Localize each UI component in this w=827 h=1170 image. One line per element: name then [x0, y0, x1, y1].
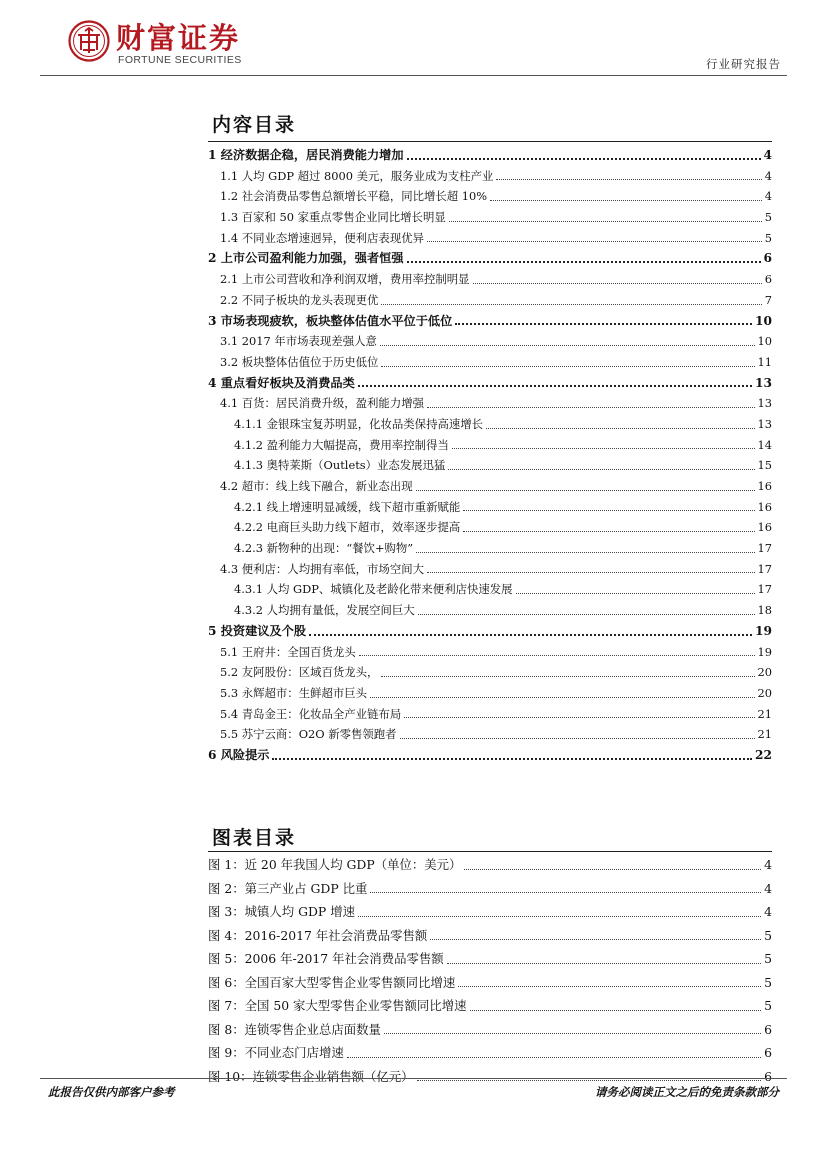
- toc-entry-label: 4.3.2 人均拥有量低，发展空间巨大: [234, 603, 415, 618]
- dot-leader: [448, 469, 754, 470]
- figure-entry[interactable]: [208, 994, 772, 1018]
- toc-entry-page: 5: [764, 210, 772, 225]
- page-header: [0, 0, 827, 75]
- toc-entry-page: 13: [757, 396, 772, 411]
- figure-entry-page: 5: [764, 951, 772, 966]
- figure-entry[interactable]: [208, 924, 772, 948]
- toc-entry[interactable]: [208, 704, 772, 725]
- dot-leader: [470, 1010, 762, 1011]
- toc-entry-label: 5.2 友阿股份：区域百货龙头，: [220, 665, 379, 680]
- toc-entry-label: 4.2 超市：线上线下融合，新业态出现: [220, 479, 413, 493]
- toc-entry-page: 6: [764, 272, 772, 287]
- contents-title: 内容目录: [212, 114, 297, 136]
- list-of-figures: [208, 853, 772, 1088]
- logo-chinese-name: 财富证券: [116, 21, 241, 55]
- toc-entry-page: 6: [763, 251, 772, 266]
- dot-leader: [380, 345, 755, 346]
- dot-leader: [449, 221, 762, 222]
- toc-entry-page: 5: [764, 230, 772, 245]
- dot-leader: [272, 758, 752, 760]
- dot-leader: [358, 916, 761, 917]
- dot-leader: [455, 323, 752, 325]
- toc-entry-page: 11: [757, 354, 772, 369]
- header-divider: [40, 75, 787, 76]
- toc-entry[interactable]: [208, 497, 772, 518]
- toc-entry-label: 5.5 苏宁云商：O2O 新零售领跑者: [220, 727, 397, 742]
- toc-entry-page: 18: [757, 603, 772, 618]
- dot-leader: [427, 407, 755, 408]
- figure-entry[interactable]: [208, 853, 772, 877]
- toc-entry-label: 4.1.1 金银珠宝复苏明显，化妆品类保持高速增长: [234, 416, 484, 431]
- toc-entry[interactable]: [208, 269, 772, 290]
- figure-entry-page: 6: [764, 1021, 772, 1037]
- dot-leader: [359, 655, 755, 656]
- toc-entry-page: 20: [757, 665, 772, 680]
- dot-leader: [358, 385, 752, 387]
- toc-entry-label: 1.3 百家和 50 家重点零售企业同比增长明显: [220, 210, 446, 225]
- toc-entry-label: 5 投资建议及个股: [208, 623, 307, 638]
- figure-entry[interactable]: [208, 877, 772, 901]
- toc-entry[interactable]: [208, 642, 772, 663]
- dot-leader: [407, 261, 761, 263]
- dot-leader: [407, 158, 761, 160]
- toc-entry[interactable]: [208, 600, 772, 621]
- toc-entry[interactable]: [208, 745, 772, 766]
- dot-leader: [347, 1057, 761, 1058]
- figure-entry-label: 图 5：2006 年-2017 年社会消费品零售额: [208, 951, 444, 966]
- toc-entry-page: 16: [757, 499, 772, 514]
- toc-entry[interactable]: [208, 476, 772, 497]
- toc-entry-page: 17: [757, 541, 772, 556]
- toc-entry-page: 10: [757, 334, 772, 349]
- toc-entry[interactable]: [208, 248, 772, 269]
- toc-entry[interactable]: [208, 166, 772, 187]
- dot-leader: [427, 241, 762, 242]
- toc-entry-page: 19: [755, 623, 772, 638]
- dot-leader: [381, 366, 754, 367]
- dot-leader: [384, 1033, 761, 1034]
- dot-leader: [458, 986, 761, 987]
- toc-entry-label: 2 上市公司盈利能力加强，强者恒强: [208, 251, 404, 266]
- contents-title-rule: [208, 141, 772, 142]
- toc-entry[interactable]: [208, 352, 772, 373]
- toc-entry[interactable]: [208, 290, 772, 311]
- toc-entry-page: 15: [757, 458, 772, 473]
- toc-entry-page: 16: [757, 479, 772, 493]
- toc-entry[interactable]: [208, 579, 772, 600]
- dot-leader: [370, 892, 761, 893]
- toc-entry-page: 14: [757, 437, 772, 452]
- figure-entry-page: 4: [764, 904, 772, 919]
- dot-leader: [309, 634, 752, 636]
- footer-disclaimer-right: 请务必阅读正文之后的免责条款部分: [595, 1085, 779, 1099]
- figure-entry-label: 图 7：全国 50 家大型零售企业零售额同比增速: [208, 998, 467, 1013]
- dot-leader: [416, 490, 755, 491]
- figure-entry-page: 4: [764, 857, 772, 872]
- toc-entry-page: 7: [764, 292, 772, 307]
- toc-entry[interactable]: [208, 311, 772, 332]
- dot-leader: [486, 428, 754, 429]
- toc-entry[interactable]: [208, 455, 772, 476]
- toc-entry-label: 3.2 板块整体估值位于历史低位: [220, 354, 379, 369]
- figure-entry-page: 6: [764, 1045, 772, 1060]
- figure-entry[interactable]: [208, 971, 772, 995]
- figure-entry[interactable]: [208, 900, 772, 924]
- toc-entry-page: 19: [757, 644, 772, 659]
- toc-entry-label: 3.1 2017 年市场表现差强人意: [220, 334, 377, 349]
- figure-entry-label: 图 2：第三产业占 GDP 比重: [208, 880, 368, 896]
- figure-entry-page: 6: [764, 1068, 772, 1084]
- toc-entry[interactable]: [208, 517, 772, 538]
- toc-entry-page: 4: [763, 148, 772, 162]
- toc-entry-label: 4.3.1 人均 GDP、城镇化及老龄化带来便利店快速发展: [234, 582, 513, 597]
- toc-entry-label: 2.2 不同子板块的龙头表现更优: [220, 292, 379, 307]
- toc-entry-label: 1.2 社会消费品零售总额增长平稳，同比增长超 10%: [220, 189, 488, 204]
- dot-leader: [427, 572, 755, 573]
- table-of-contents: [208, 145, 772, 766]
- toc-entry[interactable]: [208, 228, 772, 249]
- toc-entry[interactable]: [208, 662, 772, 683]
- toc-entry[interactable]: [208, 414, 772, 435]
- dot-leader: [464, 869, 761, 870]
- toc-entry[interactable]: [208, 373, 772, 394]
- figure-entry-page: 4: [764, 880, 772, 896]
- toc-entry-label: 4 重点看好板块及消费品类: [208, 375, 355, 390]
- toc-entry-label: 1.1 人均 GDP 超过 8000 美元，服务业成为支柱产业: [220, 168, 494, 183]
- toc-entry-page: 17: [757, 561, 772, 576]
- footer-divider: [40, 1078, 787, 1079]
- toc-entry-page: 17: [757, 582, 772, 597]
- toc-entry[interactable]: [208, 145, 772, 166]
- dot-leader: [416, 552, 754, 553]
- toc-entry-label: 4.1.3 奥特莱斯（Outlets）业态发展迅猛: [234, 458, 446, 473]
- dot-leader: [463, 510, 754, 511]
- fortune-securities-logo-icon: [68, 20, 110, 62]
- toc-entry-label: 4.2.1 线上增速明显减缓，线下超市重新赋能: [234, 499, 461, 514]
- toc-entry[interactable]: [208, 538, 772, 559]
- figure-entry-label: 图 8：连锁零售企业总店面数量: [208, 1021, 381, 1037]
- figure-entry-label: 图 10：连锁零售企业销售额（亿元）: [208, 1068, 414, 1084]
- toc-entry[interactable]: [208, 207, 772, 228]
- toc-entry-page: 4: [764, 189, 772, 204]
- toc-entry[interactable]: [208, 559, 772, 580]
- dot-leader: [418, 614, 755, 615]
- dot-leader: [496, 179, 761, 180]
- figure-entry-page: 5: [764, 927, 772, 943]
- toc-entry[interactable]: [208, 435, 772, 456]
- toc-entry[interactable]: [208, 724, 772, 745]
- toc-entry[interactable]: [208, 393, 772, 414]
- dot-leader: [463, 531, 754, 532]
- report-type-label: 行业研究报告: [706, 57, 781, 71]
- toc-entry-page: 22: [755, 747, 772, 762]
- toc-entry[interactable]: [208, 331, 772, 352]
- toc-entry[interactable]: [208, 683, 772, 704]
- dot-leader: [370, 697, 754, 698]
- dot-leader: [417, 1080, 762, 1081]
- toc-entry-label: 2.1 上市公司营收和净利润双增，费用率控制明显: [220, 272, 470, 287]
- figure-entry-page: 5: [764, 974, 772, 990]
- logo-english-name: FORTUNE SECURITIES: [118, 54, 242, 66]
- dot-leader: [404, 717, 754, 718]
- toc-entry-label: 5.1 王府井：全国百货龙头: [220, 644, 356, 659]
- dot-leader: [381, 304, 761, 305]
- toc-entry-page: 13: [757, 416, 772, 431]
- dot-leader: [447, 963, 761, 964]
- toc-entry-label: 3 市场表现疲软，板块整体估值水平位于低位: [208, 313, 453, 328]
- figure-entry-label: 图 6：全国百家大型零售企业零售额同比增速: [208, 974, 456, 990]
- toc-entry[interactable]: [208, 621, 772, 642]
- toc-entry-page: 16: [757, 520, 772, 535]
- toc-entry-page: 21: [757, 727, 772, 742]
- dot-leader: [381, 676, 754, 677]
- figure-entry[interactable]: [208, 1018, 772, 1042]
- dot-leader: [430, 939, 761, 940]
- toc-entry-page: 4: [764, 168, 772, 183]
- toc-entry-label: 1.4 不同业态增速迥异，便利店表现优异: [220, 230, 424, 245]
- toc-entry-label: 6 风险提示: [208, 747, 270, 762]
- footer-disclaimer-left: 此报告仅供内部客户参考: [48, 1085, 175, 1099]
- toc-entry-label: 5.4 青岛金王：化妆品全产业链布局: [220, 706, 402, 721]
- dot-leader: [473, 283, 762, 284]
- toc-entry-page: 20: [757, 685, 772, 700]
- figures-title-rule: [208, 851, 772, 852]
- toc-entry-label: 5.3 永辉超市：生鲜超市巨头: [220, 685, 368, 700]
- dot-leader: [452, 448, 755, 449]
- toc-entry-label: 4.3 便利店：人均拥有率低，市场空间大: [220, 561, 424, 576]
- toc-entry[interactable]: [208, 186, 772, 207]
- figures-title: 图表目录: [212, 827, 297, 849]
- toc-entry-page: 10: [755, 313, 772, 328]
- figure-entry-page: 5: [764, 998, 772, 1013]
- figure-entry-label: 图 9：不同业态门店增速: [208, 1045, 344, 1060]
- toc-entry-label: 4.1.2 盈利能力大幅提高，费用率控制得当: [234, 437, 449, 452]
- toc-entry-page: 21: [757, 706, 772, 721]
- toc-entry-label: 4.1 百货：居民消费升级，盈利能力增强: [220, 396, 424, 411]
- toc-entry-label: 1 经济数据企稳，居民消费能力增加: [208, 148, 404, 162]
- toc-entry-page: 13: [755, 375, 772, 390]
- toc-entry-label: 4.2.3 新物种的出现：“餐饮+购物”: [234, 541, 414, 556]
- figure-entry-label: 图 4：2016-2017 年社会消费品零售额: [208, 927, 428, 943]
- toc-entry-label: 4.2.2 电商巨头助力线下超市，效率逐步提高: [234, 520, 461, 535]
- dot-leader: [400, 738, 755, 739]
- figure-entry-label: 图 1：近 20 年我国人均 GDP（单位：美元）: [208, 857, 462, 872]
- figure-entry[interactable]: [208, 947, 772, 971]
- dot-leader: [516, 593, 755, 594]
- dot-leader: [490, 200, 762, 201]
- figure-entry-label: 图 3：城镇人均 GDP 增速: [208, 904, 355, 919]
- figure-entry[interactable]: [208, 1041, 772, 1065]
